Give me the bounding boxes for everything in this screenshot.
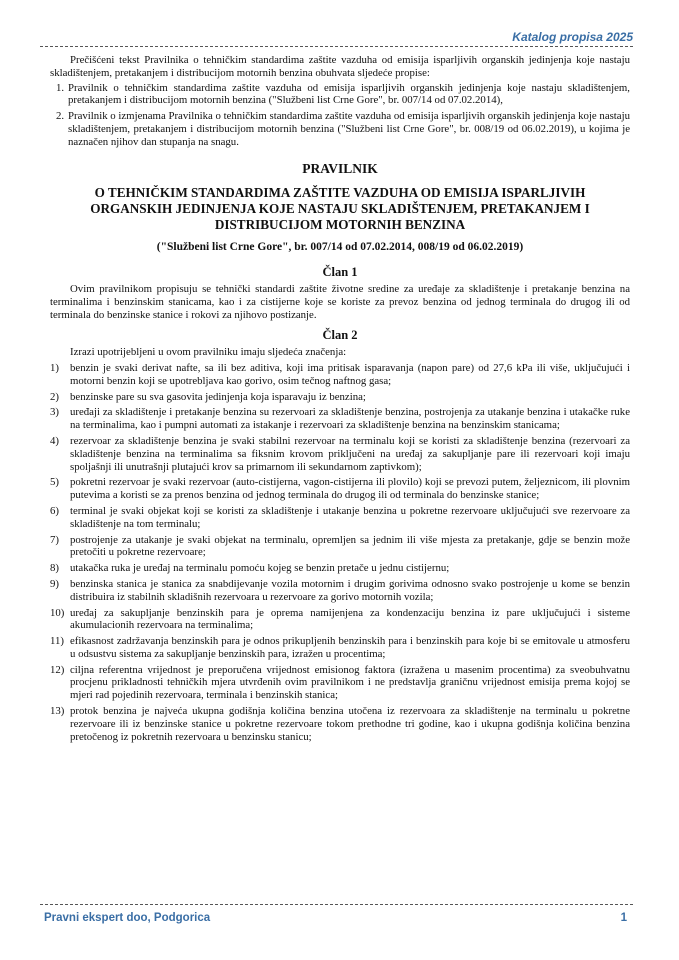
definitions-list xyxy=(50,362,630,744)
definition-number: 9) xyxy=(50,577,59,590)
definition-number: 6) xyxy=(50,504,59,517)
definition-item xyxy=(50,534,630,560)
definition-item xyxy=(50,664,630,702)
page-number: 1 xyxy=(620,912,627,924)
definition-item xyxy=(50,562,630,575)
definition-item xyxy=(50,505,630,531)
definition-item xyxy=(50,362,630,388)
definition-item xyxy=(50,476,630,502)
definition-text: benzin je svaki derivat nafte, sa ili bez aditiva, koji ima pritisak isparavanja (napon pare) od 27,6 kPa ili više, uključujući i motorni benzin koji se upotrebljava kao gorivo, osim tečnog naftnog gasa; xyxy=(70,361,630,387)
definition-text: uređaj za sakupljanje benzinskih para je oprema namijenjena za kondenzaciju benzina iz pare uključujući i sisteme akumulacionih rezervoara na terminalima; xyxy=(70,606,630,632)
definition-number: 1) xyxy=(50,361,59,374)
definition-number: 8) xyxy=(50,562,59,575)
list-number: 2. xyxy=(56,110,65,123)
definition-number: 2) xyxy=(50,390,59,403)
official-gazette-reference: ("Službeni list Crne Gore", br. 007/14 od 07.02.2014, 008/19 od 06.02.2019) xyxy=(156,241,524,254)
page-header xyxy=(40,30,633,47)
definition-number: 12) xyxy=(50,663,65,676)
intro-list-item xyxy=(50,82,630,108)
intro-text: Prečišćeni tekst Pravilnika o tehničkim standardima zaštite vazduha od emisija isparljivih organskih jedinjenja koje nastaju skladištenjem, pretakanjem i distribucijom motornih benzina obuhvata sljedeće propise: xyxy=(50,54,630,79)
footer-divider xyxy=(40,904,633,905)
footer-publisher: Pravni ekspert doo, Podgorica xyxy=(44,912,211,924)
definition-number: 10) xyxy=(50,606,65,619)
definition-item xyxy=(50,578,630,604)
definition-item xyxy=(50,406,630,432)
definition-number: 13) xyxy=(50,705,65,718)
intro-section xyxy=(50,54,630,149)
definition-item xyxy=(50,435,630,473)
definition-text: efikasnost zadržavanja benzinskih para je odnos prikupljenih benzinskih para i benzinskih para koje bi se emitovale u atmosferu u odsustvu sistema za sakupljanje benzinskih para, izražen u procentima; xyxy=(70,635,630,660)
definition-number: 3) xyxy=(50,406,59,419)
list-text: Pravilnik o izmjenama Pravilnika o tehničkim standardima zaštite vazduha od emisija isparljivih organskih jedinjenja koje nastaju skladištenjem, pretakanjem i distribucijom motornih benzina ("Službeni list Crne Gore", br. 008/19 od 06.02.2019), u kojima je naznačen njihov dan stupanja na snagu. xyxy=(68,110,630,148)
document-body xyxy=(50,54,630,746)
definition-text: protok benzina je najveća ukupna godišnja količina benzina utočena iz rezervoara za skladištenje na terminalu u pokretne rezervoare ili iz benzinske stanice u pokretne rezervoare tokom prethodne tri godine, kao i ukupna godišnja količina benzina pretočenog iz pokretnih rezervoara u benzinsku stanicu; xyxy=(70,705,630,743)
article-2-lead: Izrazi upotrijebljeni u ovom pravilniku imaju sljedeća značenja: xyxy=(70,346,347,359)
definition-text: benzinska stanica je stanica za snabdijevanje vozila motornim i drugim gorivima odnosno svako postrojenje u kome se benzin distribuira iz stabilnih skladišnih rezervoara u rezervoare za gorivo motornih vozila; xyxy=(70,577,630,603)
definition-number: 5) xyxy=(50,476,59,489)
definition-number: 4) xyxy=(50,434,59,447)
definition-text: postrojenje za utakanje je svaki objekat na terminalu, opremljen sa jednim ili više mjesta za pretakanje, gdje se benzin može pretočiti u pokretne rezervoare; xyxy=(70,533,630,559)
intro-list xyxy=(50,82,630,149)
definition-item xyxy=(50,607,630,633)
definition-text: utakačka ruka je uređaj na terminalu pomoću kojeg se benzin pretače u jednu cistijernu; xyxy=(70,562,450,575)
definition-item xyxy=(50,635,630,661)
list-number: 1. xyxy=(56,81,65,94)
definition-text: ciljna referentna vrijednost je preporučena vrijednost emisionog faktora (izražena u masenim procentima) za sveobuhvatnu procjenu prikladnosti tehničkih mjera utvrđenih ovim pravilnikom i ne predstavlja graničnu vrijednost emisija prema kojoj se mjeri rad pojedinih rezervoara, terminala i benzinskih stanica; xyxy=(70,663,630,702)
header-title: Katalog propisa 2025 xyxy=(512,30,633,44)
definition-item xyxy=(50,705,630,743)
definition-number: 7) xyxy=(50,533,59,546)
article-1-title: Član 1 xyxy=(322,265,358,280)
document-subheading: O TEHNIČKIM STANDARDIMA ZAŠTITE VAZDUHA OD EMISIJA ISPARLJIVIH ORGANSKIH JEDINJENJA KOJE NASTAJU SKLADIŠTENJEM, PRETAKANJEM I DISTRIBUCIJOM MOTORNIH BENZINA xyxy=(90,185,590,233)
definition-text: uređaji za skladištenje i pretakanje benzina su rezervoari za skladištenje benzina, postrojenja za utakanje benzina i utakačke ruke na terminalima, kao i pumpni automati za istakanje i rezervoari za skladištenje benzina na benzinskim stanicama; xyxy=(70,406,630,432)
document-heading: PRAVILNIK xyxy=(302,160,378,176)
definition-number: 11) xyxy=(50,635,64,648)
definition-text: benzinske pare su sva gasovita jedinjenja koja isparavaju iz benzina; xyxy=(70,390,366,403)
article-2-title: Član 2 xyxy=(322,328,358,343)
definition-text: terminal je svaki objekat koji se koristi za skladištenje i utakanje benzina u pokretne rezervoare uključujući sve rezervoare za skladištenje na tom terminalu; xyxy=(70,504,630,530)
intro-list-item xyxy=(50,110,630,148)
definition-item xyxy=(50,391,630,404)
article-1-text: Ovim pravilnikom propisuju se tehnički standardi zaštite životne sredine za uređaje za skladištenje i pretakanje benzina na terminalima i benzinskim stanicama, kao i za cistijerne koje se koriste za prevoz benzina od jednog terminala do drugog ili od terminala do benzinske stanice i rokovi za njihovo postizanje. xyxy=(50,282,630,321)
list-text: Pravilnik o tehničkim standardima zaštite vazduha od emisija isparljivih organskih jedinjenja koje nastaju skladištenjem, pretakanjem i distribucijom motornih benzina ("Službeni list Crne Gore", br. 007/14 od 07.02.2014), xyxy=(68,81,630,107)
definition-text: rezervoar za skladištenje benzina je svaki stabilni rezervoar na terminalu koji se koristi za skladištenje benzina (rezervoari za skladištenje benzina na terminalima sa fiksnim krovom priključeni na uređaj za sakupljanje pare ili rezervoari koji imaju spoljašnji ili unutrašnji plutajući krov sa primarnom ili sekundarnom zaptivkom); xyxy=(70,434,630,473)
definition-text: pokretni rezervoar je svaki rezervoar (auto-cistijerna, vagon-cistijerna ili plovilo) koji se prevozi putem, željeznicom, ili plovnim putevima a koristi se za prenos benzina od jednog terminala do drugog ili od terminala do benzinske stanice; xyxy=(70,476,630,502)
